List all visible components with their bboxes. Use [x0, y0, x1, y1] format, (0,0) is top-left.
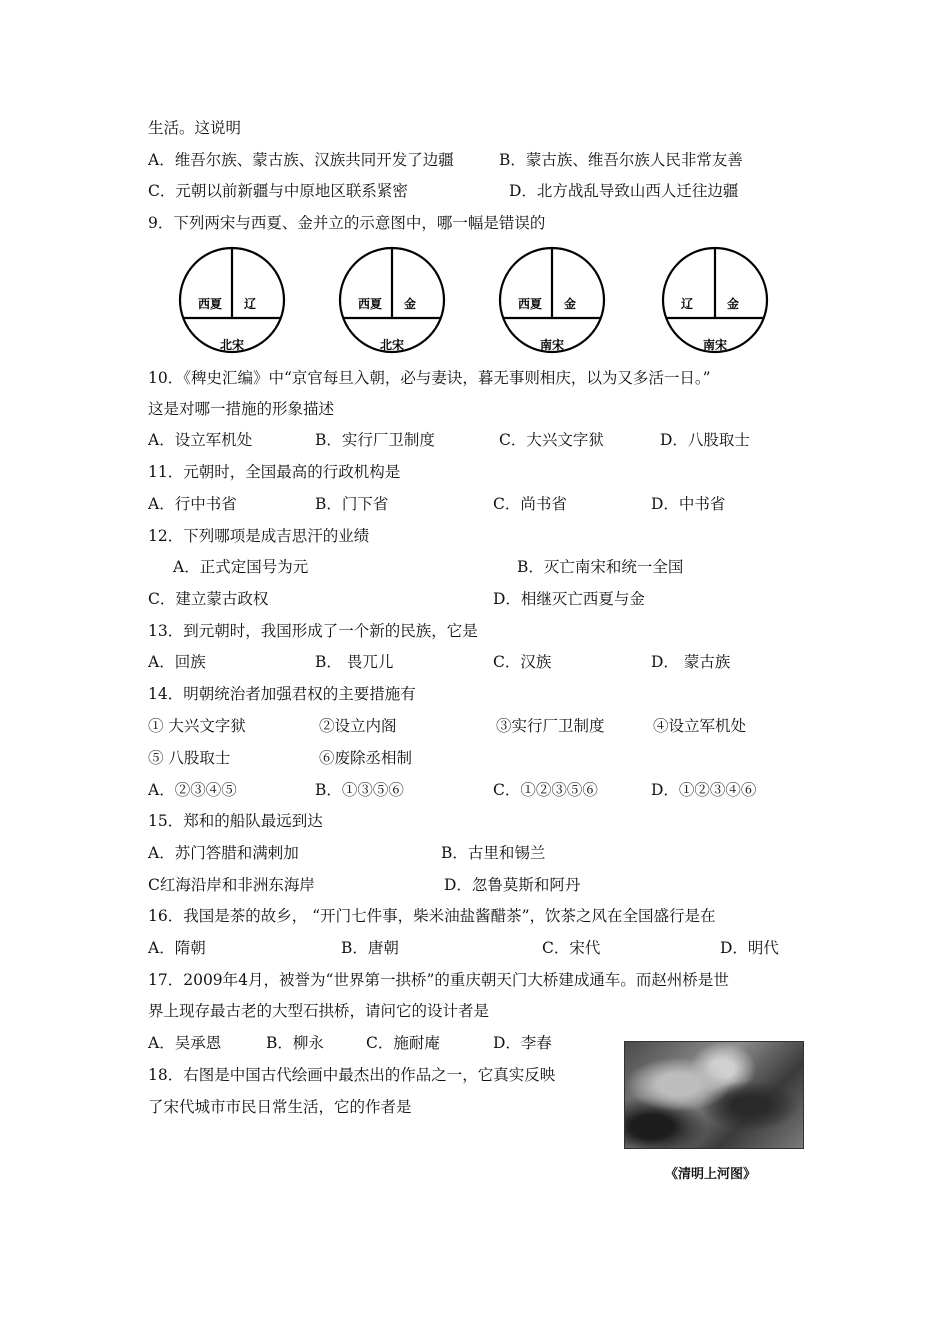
- question-17-line-2: 界上现存最古老的大型石拱桥，请问它的设计者是: [148, 1002, 490, 1020]
- diagram-d-right-label: 金: [726, 297, 740, 311]
- q16-option-b[interactable]: B．唐朝: [341, 939, 399, 957]
- q11-option-b[interactable]: B．门下省: [315, 495, 389, 513]
- q11-option-c[interactable]: C．尚书省: [493, 495, 567, 513]
- question-17-line-1: 17．2009年4月，被誉为“世界第一拱桥”的重庆朝天门大桥建成通车。而赵州桥是世: [148, 971, 729, 989]
- q8-option-c[interactable]: C．元朝以前新疆与中原地区联系紧密: [148, 182, 408, 200]
- diagram-a-left-label: 西夏: [197, 297, 223, 311]
- diagram-b-bottom-label: 北宋: [379, 338, 405, 352]
- diagram-b-right-label: 金: [403, 297, 417, 311]
- q10-option-d[interactable]: D．八股取士: [660, 431, 750, 449]
- q14-option-c[interactable]: C．①②③⑤⑥: [493, 781, 598, 799]
- song-dynasty-diagrams: [170, 240, 790, 358]
- q12-option-c[interactable]: C．建立蒙古政权: [148, 590, 269, 608]
- q14-item-3: ③实行厂卫制度: [496, 717, 605, 735]
- diagram-b-left-label: 西夏: [357, 297, 383, 311]
- q11-option-a[interactable]: A．行中书省: [148, 495, 237, 513]
- question-10-line-1: 10．《稗史汇编》中“京官每旦入朝，必与妻诀，暮无事则相庆，以为又多活一日。”: [148, 369, 711, 387]
- question-10-line-2: 这是对哪一措施的形象描述: [148, 400, 335, 418]
- q13-option-b[interactable]: B． 畏兀儿: [315, 653, 394, 671]
- question-8-continuation: 生活。这说明: [148, 119, 242, 137]
- qingming-painting-image: [624, 1041, 804, 1149]
- q16-option-a[interactable]: A．隋朝: [148, 939, 206, 957]
- q12-option-b[interactable]: B．灭亡南宋和统一全国: [517, 558, 684, 576]
- painting-caption: 《清明上河图》: [665, 1167, 757, 1182]
- q10-option-b[interactable]: B．实行厂卫制度: [315, 431, 435, 449]
- question-16: 16．我国是茶的故乡， “开门七件事，柴米油盐酱醋茶”，饮茶之风在全国盛行是在: [148, 907, 716, 925]
- q13-option-c[interactable]: C．汉族: [493, 653, 552, 671]
- q17-option-b[interactable]: B．柳永: [266, 1034, 324, 1052]
- q14-item-1: ① 大兴文字狱: [148, 717, 246, 735]
- diagram-c-left-label: 西夏: [517, 297, 543, 311]
- q8-option-d[interactable]: D．北方战乱导致山西人迁往边疆: [509, 182, 739, 200]
- q12-option-d[interactable]: D．相继灭亡西夏与金: [493, 590, 645, 608]
- q17-option-c[interactable]: C．施耐庵: [366, 1034, 440, 1052]
- diagram-d-bottom-label: 南宋: [702, 338, 728, 352]
- question-18-line-1: 18．右图是中国古代绘画中最杰出的作品之一，它真实反映: [148, 1066, 556, 1084]
- q14-item-4: ④设立军机处: [653, 717, 747, 735]
- diagram-d[interactable]: [663, 248, 767, 352]
- q17-option-d[interactable]: D．李春: [493, 1034, 552, 1052]
- question-14: 14．明朝统治者加强君权的主要措施有: [148, 685, 416, 703]
- diagram-a[interactable]: [180, 248, 284, 352]
- diagram-b[interactable]: [340, 248, 444, 352]
- diagram-c[interactable]: [500, 248, 604, 352]
- q11-option-d[interactable]: D．中书省: [651, 495, 726, 513]
- q13-option-d[interactable]: D． 蒙古族: [651, 653, 731, 671]
- q12-option-a[interactable]: A．正式定国号为元: [173, 558, 309, 576]
- q14-item-2: ②设立内阁: [319, 717, 397, 735]
- question-15: 15．郑和的船队最远到达: [148, 812, 323, 830]
- q15-option-a[interactable]: A．苏门答腊和满剌加: [148, 844, 299, 862]
- question-13: 13．到元朝时，我国形成了一个新的民族，它是: [148, 622, 478, 640]
- q15-option-b[interactable]: B．古里和锡兰: [441, 844, 546, 862]
- q16-option-c[interactable]: C．宋代: [542, 939, 601, 957]
- question-9: 9．下列两宋与西夏、金并立的示意图中，哪一幅是错误的: [148, 214, 546, 232]
- diagram-c-right-label: 金: [563, 297, 577, 311]
- q8-option-a[interactable]: A．维吾尔族、蒙古族、汉族共同开发了边疆: [148, 151, 454, 169]
- diagram-c-bottom-label: 南宋: [539, 338, 565, 352]
- q14-option-a[interactable]: A．②③④⑤: [148, 781, 237, 799]
- diagram-d-left-label: 辽: [680, 297, 694, 311]
- question-18-line-2: 了宋代城市市民日常生活，它的作者是: [148, 1098, 412, 1116]
- diagram-a-bottom-label: 北宋: [219, 338, 245, 352]
- q10-option-c[interactable]: C．大兴文字狱: [499, 431, 604, 449]
- question-12: 12．下列哪项是成吉思汗的业绩: [148, 527, 370, 545]
- q14-option-b[interactable]: B．①③⑤⑥: [315, 781, 404, 799]
- q15-option-c[interactable]: C红海沿岸和非洲东海岸: [148, 876, 315, 894]
- q14-item-6: ⑥废除丞相制: [319, 749, 413, 767]
- diagram-a-right-label: 辽: [243, 297, 257, 311]
- question-11: 11．元朝时，全国最高的行政机构是: [148, 463, 401, 481]
- q15-option-d[interactable]: D．忽鲁莫斯和阿丹: [444, 876, 581, 894]
- q8-option-b[interactable]: B．蒙古族、维吾尔族人民非常友善: [499, 151, 743, 169]
- q14-item-5: ⑤ 八股取士: [148, 749, 231, 767]
- q14-option-d[interactable]: D．①②③④⑥: [651, 781, 757, 799]
- q17-option-a[interactable]: A．吴承恩: [148, 1034, 222, 1052]
- q10-option-a[interactable]: A．设立军机处: [148, 431, 253, 449]
- q16-option-d[interactable]: D．明代: [720, 939, 779, 957]
- q13-option-a[interactable]: A．回族: [148, 653, 206, 671]
